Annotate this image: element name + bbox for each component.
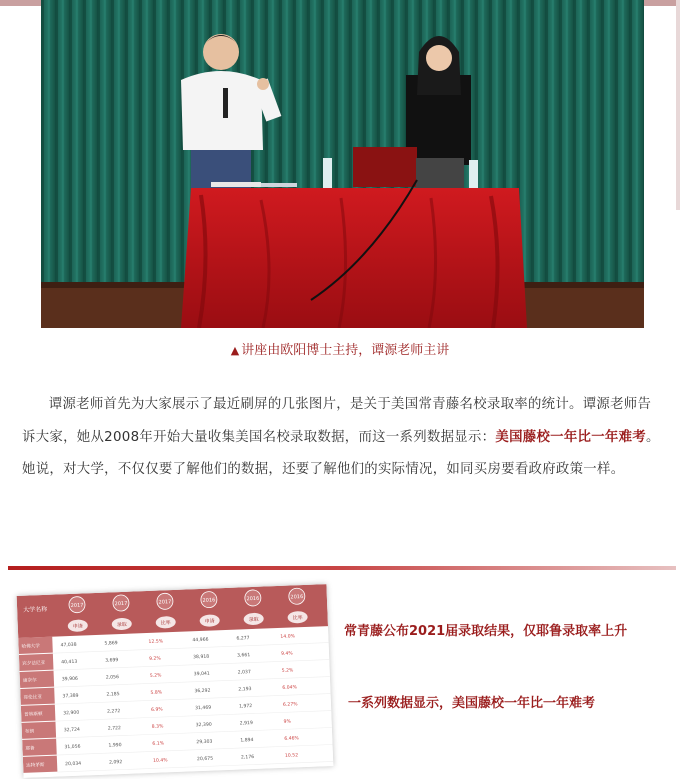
side-subheadline: 一系列数据显示，美国藤校一年比一年难考 [348, 696, 596, 711]
article-text-part2: 。她说，对大学，不仅仅要了解他们的数据，还要了解他们的实际情况，如同买房要看政府政策一样。 [22, 429, 660, 477]
table-cell: 2,185 [106, 692, 120, 698]
year-label: 2016 [290, 594, 304, 601]
table-cell: 2,919 [239, 721, 253, 727]
row-name: 康奈尔 [22, 678, 37, 684]
article-highlight: 美国藤校一年比一年难考 [495, 429, 646, 445]
table-cell: 1,972 [238, 704, 253, 710]
table-cell: 38,918 [193, 654, 210, 661]
table-cell: 2,272 [107, 709, 121, 715]
table-cell: 40,413 [61, 659, 78, 666]
row-name: 哈佛大学 [21, 644, 41, 650]
lecture-photo [41, 0, 644, 328]
subheader-label: 申请 [72, 623, 83, 630]
subheader-label: 录取 [248, 616, 259, 624]
row-name: 布朗 [24, 729, 35, 735]
table-cell: 2,193 [238, 687, 252, 693]
table-cell: 20,675 [196, 756, 214, 763]
table-cell: 6.9% [151, 707, 163, 713]
table-cell: 5,869 [104, 641, 118, 647]
table-cell: 32,724 [63, 727, 80, 734]
section-divider [8, 566, 676, 570]
year-label: 2016 [246, 595, 260, 603]
subheader-label: 录取 [116, 621, 127, 629]
admission-table [17, 584, 334, 778]
table-cell: 8.3% [151, 724, 164, 730]
year-label: 2017 [114, 600, 128, 608]
table-cell: 6.1% [152, 741, 165, 747]
table-cell: 31,056 [64, 744, 81, 751]
table-cell: 47,038 [60, 642, 77, 649]
side-headline: 常青藤公布2021届录取结果，仅耶鲁录取率上升 [344, 624, 628, 639]
table-cell: 6,277 [236, 636, 250, 642]
row-name: 达特茅斯 [26, 763, 45, 769]
table-cell: 10.4% [152, 758, 168, 764]
row-name: 宾夕法尼亚 [22, 660, 46, 667]
table-cell: 39,041 [193, 671, 210, 678]
table-cell: 2,176 [240, 755, 255, 761]
table-cell: 12.5% [148, 639, 164, 645]
table-cell: 9.4% [280, 651, 293, 657]
table-cell: 10.52 [284, 753, 299, 759]
table-cell: 1,990 [108, 743, 122, 749]
year-label: 2017 [70, 602, 84, 609]
year-label: 2017 [158, 599, 172, 606]
table-cell: 37,389 [62, 693, 79, 700]
table-cell: 14.0% [280, 634, 296, 640]
table-cell: 5.8% [150, 690, 163, 696]
table-cell: 3,699 [105, 658, 119, 664]
row-name: 普林斯顿 [24, 712, 43, 718]
page-edge-strip [676, 0, 680, 210]
table-cell: 32,900 [63, 710, 80, 717]
table-cell: 6.46% [284, 736, 299, 742]
photo-caption [0, 339, 680, 358]
table-cell: 6.27% [282, 702, 298, 708]
table-cell: 29,303 [196, 739, 213, 746]
caption-text: 讲座由欧阳博士主持，谭源老师主讲 [241, 343, 450, 358]
table-cell: 2,722 [107, 726, 122, 732]
table-cell: 1,894 [240, 738, 254, 744]
article-paragraph [22, 389, 664, 487]
admission-table-image [17, 584, 334, 778]
table-header-label: 大学名称 [23, 605, 48, 614]
table-cell: 39,906 [61, 676, 79, 683]
table-cell: 3,661 [236, 653, 251, 659]
table-cell: 44,966 [192, 637, 209, 644]
table-cell: 9% [283, 719, 292, 725]
table-cell: 6.04% [282, 685, 298, 691]
subheader-label: 比率 [160, 620, 171, 627]
table-cell: 5.2% [281, 668, 294, 674]
lecture-photo-icon [41, 0, 644, 328]
table-cell: 2,092 [109, 760, 123, 766]
table-cell: 32,390 [195, 722, 212, 729]
table-cell: 20,034 [65, 761, 82, 768]
subheader-label: 申请 [204, 618, 215, 625]
table-cell: 2,037 [237, 670, 251, 676]
caption-triangle-icon: ▲ [230, 344, 240, 357]
row-name: 耶鲁 [25, 746, 35, 752]
row-name: 哥伦比亚 [23, 695, 43, 701]
table-cell: 5.2% [149, 673, 162, 679]
table-cell: 2,056 [105, 675, 120, 681]
table-cell: 36,292 [194, 688, 211, 695]
table-cell: 31,469 [194, 705, 212, 712]
table-cell: 9.2% [149, 656, 161, 662]
subheader-label: 比率 [292, 615, 303, 622]
article-text-part1: 谭源老师首先为大家展示了最近刷屏的几张图片，是关于美国常青藤名校录取率的统计。谭源老师告诉大家，她从2008年开始大量收集美国名校录取数据，而这一系列数据显示： [22, 397, 652, 445]
year-label: 2016 [202, 597, 216, 604]
